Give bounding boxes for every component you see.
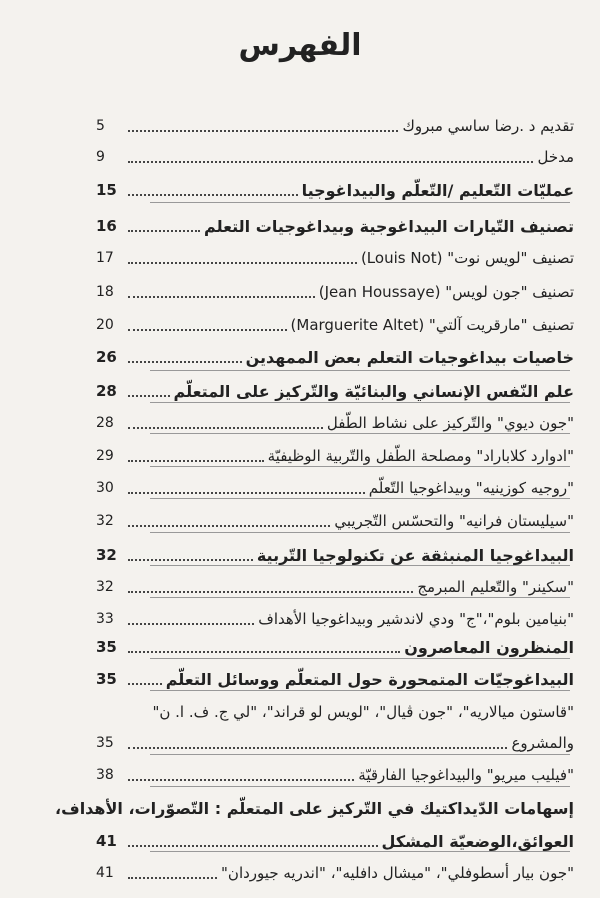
entry-text: "جون ديوي" والتّركيز على نشاط الطّفل (326, 414, 574, 432)
page-title: الفهرس (238, 28, 362, 63)
toc-entry (96, 476, 574, 500)
entry-page: 15 (96, 181, 117, 199)
entry-text: علم النّفس الإنساني والبنائيّة والتّركيز على المتعلّم (173, 381, 574, 401)
entry-page: 28 (96, 382, 117, 400)
dot-leader (128, 492, 365, 494)
entry-page: 41 (96, 832, 117, 850)
dot-leader (128, 623, 254, 625)
divider (150, 851, 570, 852)
entry-page: 16 (96, 217, 117, 235)
dot-leader (128, 230, 200, 232)
divider (150, 466, 570, 467)
toc-section-entry (96, 345, 574, 369)
dot-leader (128, 525, 330, 527)
dot-leader (128, 130, 398, 132)
divider (150, 433, 570, 434)
divider (150, 202, 570, 203)
entry-page: 17 (96, 250, 114, 266)
toc-entry (96, 114, 574, 138)
dot-leader (128, 845, 378, 847)
dot-leader (128, 877, 217, 879)
entry-text: البيداغوجيا المنبثقة عن تكنولوجيا التّربية (256, 545, 574, 565)
entry-text: تقديم د .رضا ساسي مبروك (402, 117, 574, 135)
dot-leader (128, 329, 287, 331)
divider (150, 370, 570, 371)
toc-entry (96, 444, 574, 468)
dot-leader (128, 161, 533, 163)
toc-section-entry (96, 379, 574, 403)
entry-text: "فيليب ميريو" والبيداغوجيا الفارقيّة (358, 766, 574, 784)
divider (150, 402, 570, 403)
entry-text: العوائق،الوضعيّة المشكل (381, 831, 574, 851)
entry-page: 41 (96, 865, 114, 881)
divider (150, 565, 570, 566)
entry-text: مدخل (537, 148, 574, 166)
toc-entry (96, 575, 574, 599)
entry-text: "قاستون ميالاريه"، "جون ڤيال"، "لويس لو قراند"، "لي ج. ف. ا. ن" (152, 703, 574, 721)
toc-section-entry (96, 543, 574, 567)
dot-leader (128, 683, 162, 685)
divider (150, 498, 570, 499)
dot-leader (128, 427, 323, 429)
entry-page: 32 (96, 513, 114, 529)
divider (150, 786, 570, 787)
entry-page: 33 (96, 611, 114, 627)
entry-page: 38 (96, 767, 114, 783)
entry-text: تصنيف "جون لويس" (Jean Houssaye) (318, 283, 574, 301)
dot-leader (128, 296, 315, 298)
entry-page: 9 (96, 149, 105, 165)
toc-entry (96, 607, 574, 631)
entry-page: 20 (96, 317, 114, 333)
entry-page: 28 (96, 415, 114, 431)
dot-leader (128, 361, 242, 363)
dot-leader (128, 194, 298, 196)
entry-text: تصنيف "مارقريت آلتي" (Marguerite Altet) (290, 316, 574, 334)
dot-leader (128, 747, 507, 749)
toc-entry (96, 731, 574, 755)
toc-section-entry (96, 829, 574, 853)
divider (150, 658, 570, 659)
entry-text: تصنيف التّيارات البيداغوجية وبيداغوجيات التعلم (204, 216, 574, 236)
toc-entry (96, 145, 574, 169)
entry-text: "روجيه كوزينيه" وبيداغوجيا التّعلّم (368, 479, 574, 497)
dot-leader (128, 460, 264, 462)
toc-entry (96, 313, 574, 337)
entry-text: والمشروع (511, 734, 574, 752)
divider (150, 754, 570, 755)
entry-page: 29 (96, 448, 114, 464)
entry-page: 32 (96, 579, 114, 595)
toc-entry-line1 (96, 700, 574, 724)
entry-text: تصنيف "لويس نوت" (Louis Not) (360, 249, 574, 267)
divider (150, 597, 570, 598)
entry-page: 30 (96, 480, 114, 496)
entry-text: البيداغوجيّات المتمحورة حول المتعلّم ووسائل التعلّم (165, 669, 574, 689)
entry-page: 35 (96, 735, 114, 751)
entry-text: "جون بيار أسطوفلي"، "ميشال دافليه"، "اندريه جيوردان" (221, 864, 574, 882)
entry-text: "بنيامين بلوم"،"ج" ودي لاندشير وبيداغوجيا الأهداف (258, 610, 574, 628)
entry-text: المنظرون المعاصرون (404, 637, 574, 657)
entry-page: 35 (96, 670, 117, 688)
toc-entry (96, 509, 574, 533)
entry-text: "سيليستان فرانيه" والتحسّس التّجريبي (334, 512, 574, 530)
divider (150, 690, 570, 691)
dot-leader (128, 395, 170, 397)
dot-leader (128, 779, 354, 781)
dot-leader (128, 559, 253, 561)
toc-section-entry (96, 214, 574, 238)
entry-text: "سكينر" والتّعليم المبرمج (417, 578, 574, 596)
entry-page: 35 (96, 638, 117, 656)
dot-leader (128, 262, 357, 264)
toc-entry (96, 280, 574, 304)
dot-leader (128, 651, 400, 653)
dot-leader (128, 591, 413, 593)
toc-entry (96, 861, 574, 885)
entry-page: 26 (96, 348, 117, 366)
entry-text: إسهامات الدّيداكتيك في التّركيز على المتعلّم : التّصوّرات، الأهداف، (55, 798, 574, 818)
entry-text: عمليّات التّعليم /التّعلّم والبيداغوجيا (301, 180, 574, 200)
toc-section-entry (96, 667, 574, 691)
entry-text: "ادوارد كلاباراد" ومصلحة الطّفل والتّربية الوظيفيّة (267, 447, 574, 465)
toc-section-entry (96, 178, 574, 202)
toc-entry (96, 411, 574, 435)
toc-entry (96, 763, 574, 787)
entry-text: خاصيات بيداغوجيات التعلم بعض الممهدين (245, 347, 574, 367)
toc-entry (96, 246, 574, 270)
divider (150, 532, 570, 533)
toc-section-entry (96, 635, 574, 659)
entry-page: 5 (96, 118, 105, 134)
entry-page: 32 (96, 546, 117, 564)
entry-page: 18 (96, 284, 114, 300)
toc-section-entry-line1 (55, 796, 574, 820)
